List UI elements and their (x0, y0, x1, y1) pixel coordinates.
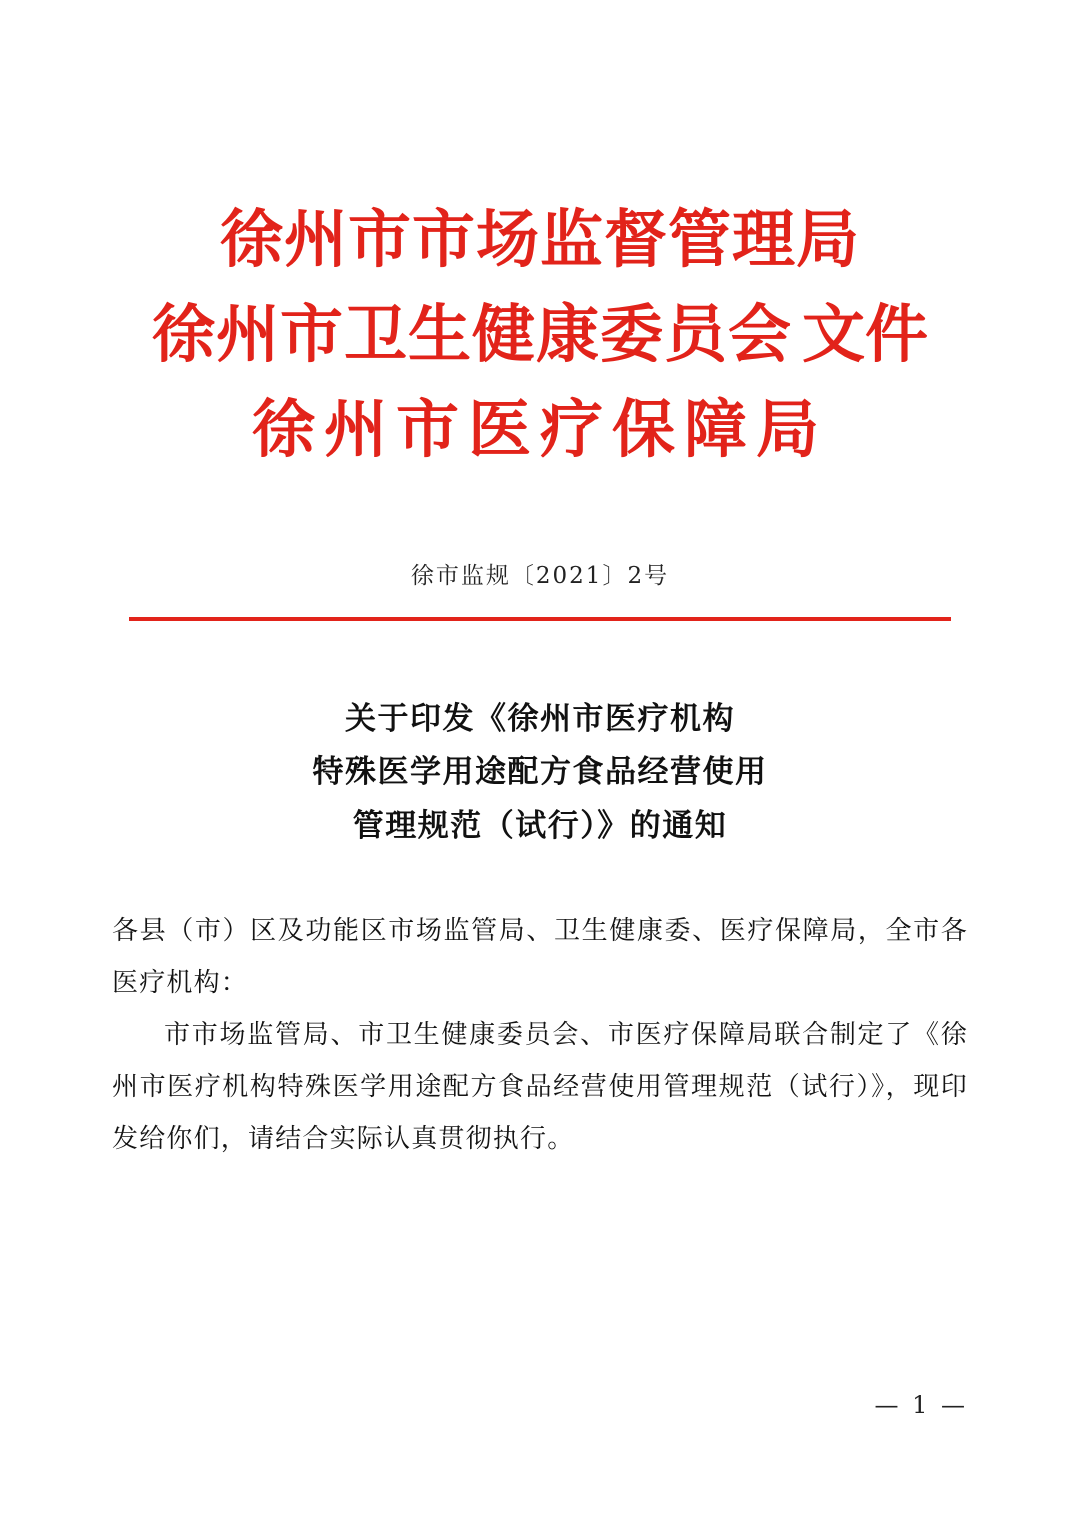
body-paragraph-addressees: 各县（市）区及功能区市场监管局、卫生健康委、医疗保障局，全市各医疗机构： (112, 915, 968, 998)
masthead (112, 0, 968, 466)
masthead-line-2-text: 徐州市卫生健康委员会 (152, 297, 792, 371)
document-number: 徐市监规〔2021〕2号 (410, 563, 670, 589)
masthead-line-1: 徐州市市场监督管理局 (220, 202, 860, 276)
masthead-document-word: 文件 (802, 297, 928, 371)
title-line-1: 关于印发《徐州市医疗机构 (345, 701, 735, 737)
page-number-marker: — 1 — (874, 1391, 968, 1419)
red-divider-rule (129, 617, 951, 621)
masthead-line-3: 徐州市医疗保障局 (252, 392, 828, 466)
title-line-3: 管理规范（试行）》的通知 (352, 807, 728, 844)
document-body (112, 905, 968, 1165)
document-title (112, 693, 968, 853)
masthead-line-2 (112, 297, 968, 371)
body-paragraph-notice: 市市场监管局、市卫生健康委员会、市医疗保障局联合制定了《徐州市医疗机构特殊医学用途配方食品经营使用管理规范（试行）》，现印发给你们，请结合实际认真贯彻执行。 (112, 1019, 968, 1154)
title-line-2: 特殊医学用途配方食品经营使用 (312, 754, 768, 791)
